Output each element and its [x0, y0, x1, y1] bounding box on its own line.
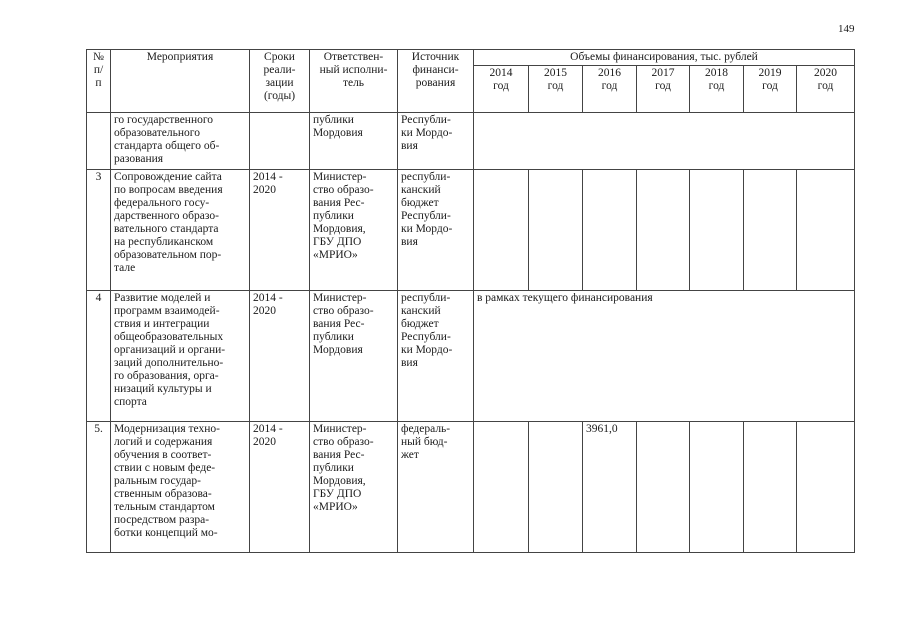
- header-year-2014: 2014 год: [474, 66, 529, 113]
- row-funding-empty: [474, 113, 855, 170]
- row-year-2018: [690, 170, 744, 291]
- row-num: [87, 113, 111, 170]
- row-terms: [250, 113, 310, 170]
- row-responsible: Министер- ство образо- вания Рес- публики Мордовия, ГБУ ДПО «МРИО»: [310, 422, 398, 553]
- header-year-2019: 2019 год: [744, 66, 797, 113]
- header-num: № п/ п: [87, 50, 111, 113]
- row-terms: 2014 - 2020: [250, 170, 310, 291]
- header-funding-title: Объемы финансирования, тыс. рублей: [474, 50, 855, 66]
- row-year-2018: [690, 422, 744, 553]
- row-year-2015: [529, 170, 583, 291]
- header-year-2016: 2016 год: [583, 66, 637, 113]
- row-funding-note: в рамках текущего финансирования: [474, 291, 855, 422]
- row-source: Республи- ки Мордо- вия: [398, 113, 474, 170]
- row-year-2014: [474, 422, 529, 553]
- header-source: Источник финанси- рования: [398, 50, 474, 113]
- row-responsible: Министер- ство образо- вания Рес- публики Мордовия, ГБУ ДПО «МРИО»: [310, 170, 398, 291]
- header-responsible: Ответствен- ный исполни- тель: [310, 50, 398, 113]
- row-year-2019: [744, 170, 797, 291]
- row-year-2020: [797, 170, 855, 291]
- row-event: Развитие моделей и программ взаимодей- ствия и интеграции общеобразовательных организаций и органи- заций дополнительно- го образования, орга- низаций культуры и спорта: [111, 291, 250, 422]
- header-year-2015: 2015 год: [529, 66, 583, 113]
- header-year-2017: 2017 год: [637, 66, 690, 113]
- row-year-2016: 3961,0: [583, 422, 637, 553]
- row-terms: 2014 - 2020: [250, 291, 310, 422]
- row-num: 5.: [87, 422, 111, 553]
- table-row: [87, 170, 855, 291]
- row-event: Сопровождение сайта по вопросам введения федерального госу- дарственного образо- вательного стандарта на республиканском образовательном пор- тале: [111, 170, 250, 291]
- funding-table: [86, 49, 855, 553]
- row-year-2020: [797, 422, 855, 553]
- table-row: [87, 422, 855, 553]
- row-year-2014: [474, 170, 529, 291]
- row-source: федераль- ный бюд- жет: [398, 422, 474, 553]
- row-num: 4: [87, 291, 111, 422]
- row-year-2017: [637, 170, 690, 291]
- row-source: республи- канский бюджет Республи- ки Мордо- вия: [398, 170, 474, 291]
- header-event: Мероприятия: [111, 50, 250, 113]
- header-year-2018: 2018 год: [690, 66, 744, 113]
- header-year-2020: 2020 год: [797, 66, 855, 113]
- row-year-2016: [583, 170, 637, 291]
- row-num: 3: [87, 170, 111, 291]
- row-responsible: публики Мордовия: [310, 113, 398, 170]
- row-year-2015: [529, 422, 583, 553]
- row-event: Модернизация техно- логий и содержания обучения в соответ- ствии с новым феде- ральным государ- ственным образова- тельным стандартом посредством разра- ботки концепций мо-: [111, 422, 250, 553]
- row-year-2019: [744, 422, 797, 553]
- page-number: 149: [838, 23, 855, 35]
- row-source: республи- канский бюджет Республи- ки Мордо- вия: [398, 291, 474, 422]
- row-responsible: Министер- ство образо- вания Рес- публики Мордовия: [310, 291, 398, 422]
- row-terms: 2014 - 2020: [250, 422, 310, 553]
- header-terms: Сроки реали- зации (годы): [250, 50, 310, 113]
- row-year-2017: [637, 422, 690, 553]
- table-row: [87, 291, 855, 422]
- row-event: го государственного образовательного стандарта общего об- разования: [111, 113, 250, 170]
- table-row: [87, 113, 855, 170]
